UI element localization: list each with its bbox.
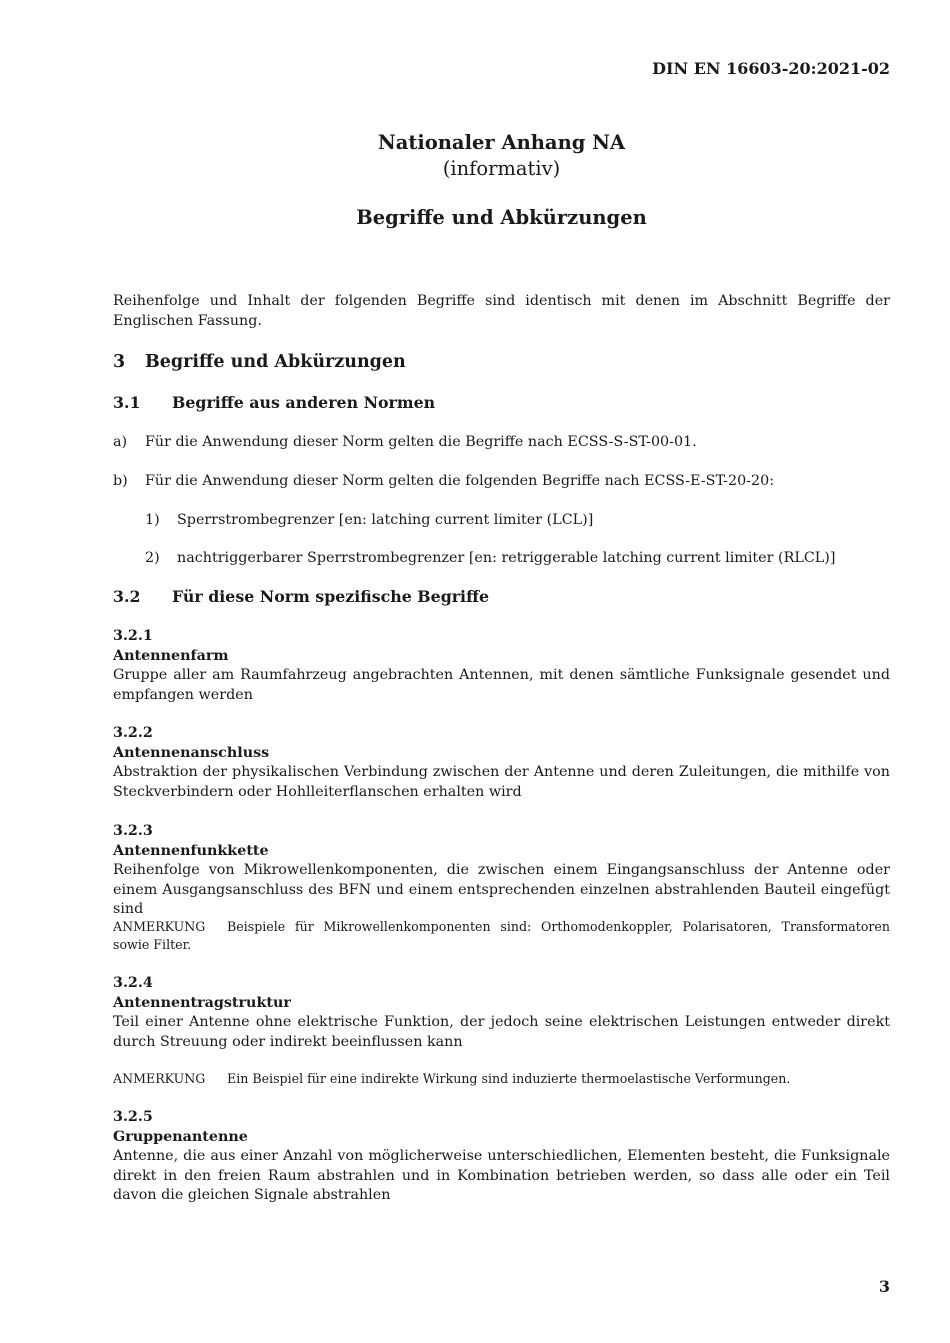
section-title: Begriffe und Abkürzungen bbox=[145, 352, 406, 372]
page-number: 3 bbox=[878, 1277, 890, 1296]
term-definition: Antenne, die aus einer Anzahl von möglicherweise unterschiedlichen, Elementen besteht, die Funksignale direkt in den freien Raum abstrahlen und in Kombination betrieben werden, so dass alle oder ein Teil davon die gleichen Signale abstrahlen bbox=[113, 1148, 890, 1203]
annex-subtitle: (informativ) bbox=[442, 157, 561, 180]
list-item-a bbox=[113, 432, 697, 452]
list-marker: b) bbox=[113, 473, 128, 489]
term-number: 3.2.5 bbox=[113, 1109, 153, 1125]
intro-paragraph: Reihenfolge und Inhalt der folgenden Begriffe sind identisch mit denen im Abschnitt Begriffe der Englischen Fassung. bbox=[113, 293, 890, 329]
list-text: nachtriggerbarer Sperrstrombegrenzer [en: retriggerable latching current limiter (RLCL)] bbox=[177, 550, 836, 566]
list-item-b bbox=[113, 471, 774, 491]
term-name: Antennenfunkkette bbox=[113, 842, 269, 859]
list-text: Für die Anwendung dieser Norm gelten die folgenden Begriffe nach ECSS-E-ST-20-20: bbox=[145, 473, 775, 489]
term-number: 3.2.4 bbox=[113, 975, 153, 991]
sublist-item-1 bbox=[145, 510, 593, 530]
term-entry bbox=[113, 1108, 890, 1206]
section-number: 3.1 bbox=[113, 393, 141, 412]
note-text: Beispiele für Mikrowellenkomponenten sind: Orthomodenkoppler, Polarisatoren, Transformatoren sowie Filter. bbox=[113, 919, 890, 952]
section-3-heading bbox=[113, 352, 406, 372]
note-label: ANMERKUNG bbox=[113, 919, 206, 934]
section-title: Begriffe aus anderen Normen bbox=[172, 393, 436, 412]
annex-heading: Begriffe und Abkürzungen bbox=[356, 206, 647, 229]
list-marker: 1) bbox=[145, 512, 160, 528]
section-number: 3.2 bbox=[113, 587, 141, 606]
term-name: Antennenfarm bbox=[113, 647, 229, 664]
section-3-1-heading bbox=[113, 393, 435, 412]
term-number: 3.2.2 bbox=[113, 725, 153, 741]
document-number: DIN EN 16603-20:2021-02 bbox=[652, 59, 890, 78]
term-number: 3.2.3 bbox=[113, 823, 153, 839]
sublist-item-2 bbox=[145, 548, 835, 568]
annex-title: Nationaler Anhang NA bbox=[377, 131, 626, 154]
term-entry bbox=[113, 724, 890, 802]
section-title: Für diese Norm spezifische Begriffe bbox=[172, 587, 490, 606]
term-name: Antennenanschluss bbox=[113, 744, 270, 761]
term-entry bbox=[113, 974, 890, 1052]
term-definition: Gruppe aller am Raumfahrzeug angebrachten Antennen, mit denen sämtliche Funksignale gesendet und empfangen werden bbox=[113, 667, 890, 703]
term-definition: Reihenfolge von Mikrowellenkomponenten, die zwischen einem Eingangsanschluss der Antenne oder einem Ausgangsanschluss des BFN und einem entsprechenden einzelnen abstrahlenden Bauteil eingefügt sind bbox=[113, 862, 890, 917]
section-3-2-heading bbox=[113, 587, 489, 606]
term-name: Gruppenantenne bbox=[113, 1128, 248, 1145]
section-number: 3 bbox=[113, 352, 126, 372]
term-definition: Teil einer Antenne ohne elektrische Funktion, der jedoch seine elektrischen Leistungen entweder direkt durch Streuung oder indirekt beeinflussen kann bbox=[113, 1014, 890, 1050]
term-definition: Abstraktion der physikalischen Verbindung zwischen der Antenne und deren Zuleitungen, die mithilfe von Steckverbindern oder Hohlleiterflanschen erhalten wird bbox=[113, 764, 890, 800]
term-note bbox=[113, 1070, 890, 1088]
term-number: 3.2.1 bbox=[113, 628, 153, 644]
list-text: Sperrstrombegrenzer [en: latching current limiter (LCL)] bbox=[177, 512, 594, 528]
list-marker: a) bbox=[113, 434, 128, 450]
term-name: Antennentragstruktur bbox=[113, 994, 291, 1011]
term-entry bbox=[113, 627, 890, 705]
term-entry bbox=[113, 822, 890, 920]
note-text: Ein Beispiel für eine indirekte Wirkung sind induzierte thermoelastische Verformungen. bbox=[227, 1071, 791, 1086]
list-marker: 2) bbox=[145, 550, 160, 566]
list-text: Für die Anwendung dieser Norm gelten die Begriffe nach ECSS-S-ST-00-01. bbox=[145, 434, 697, 450]
note-label: ANMERKUNG bbox=[113, 1071, 206, 1086]
term-note bbox=[113, 918, 890, 954]
